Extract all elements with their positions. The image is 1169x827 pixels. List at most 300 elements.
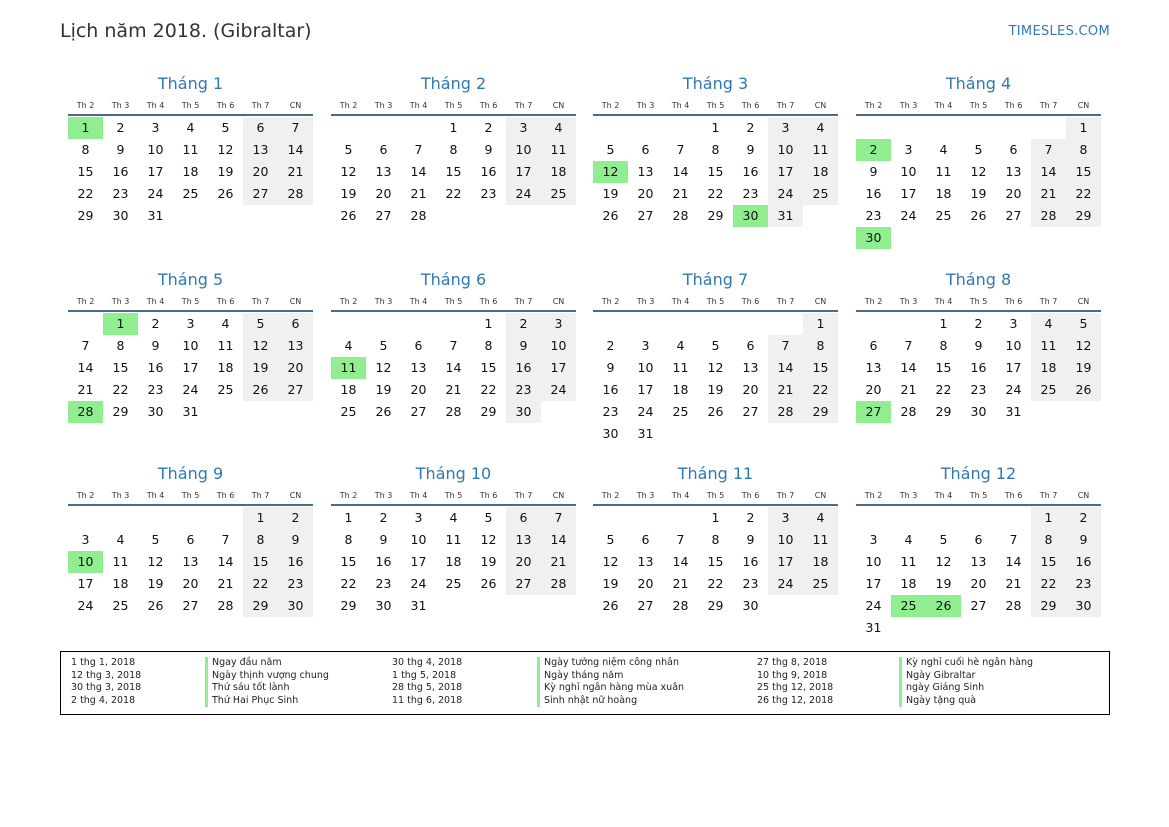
calendar-day: 25 [112, 598, 129, 613]
calendar-day: 3 [81, 532, 90, 547]
calendar-day: 13 [637, 164, 654, 179]
calendar-day: 23 [147, 382, 164, 397]
calendar-day: 25 [803, 573, 838, 595]
weekday-header [593, 100, 838, 116]
weekday-label: CN [289, 297, 302, 306]
empty-cell [856, 117, 891, 139]
calendar-day: 21 [900, 382, 917, 397]
empty-cell [68, 507, 103, 529]
weekday-label: Th 3 [899, 297, 918, 306]
weekday-label: Th 6 [216, 297, 235, 306]
calendar-day: 25 [217, 382, 234, 397]
calendar-day: 18 [112, 576, 129, 591]
calendar-day: 11 [935, 164, 952, 179]
calendar-day: 20 [410, 382, 427, 397]
weekday-label: CN [814, 101, 827, 110]
calendar-day: 12 [243, 335, 278, 357]
calendar-day: 23 [602, 404, 619, 419]
month-title: Tháng 5 [157, 270, 224, 289]
calendar-day: 3 [641, 338, 650, 353]
calendar-day: 16 [742, 554, 759, 569]
calendar-day: 4 [803, 117, 838, 139]
weekday-label: Th 4 [671, 101, 690, 110]
empty-cell [68, 313, 103, 335]
empty-cell [961, 117, 996, 139]
month-block [68, 74, 313, 227]
calendar-day: 8 [1031, 529, 1066, 551]
weekday-label: Th 2 [339, 297, 358, 306]
calendar-day: 16 [147, 360, 164, 375]
calendar-day: 31 [182, 404, 199, 419]
holiday-day: 11 [331, 357, 366, 379]
calendar-day: 4 [803, 507, 838, 529]
calendar-day: 7 [278, 117, 313, 139]
calendar-day: 5 [606, 142, 615, 157]
calendar-day: 17 [637, 382, 654, 397]
calendar-day: 1 [484, 316, 493, 331]
weekday-label: Th 6 [479, 101, 498, 110]
calendar-day: 28 [410, 208, 427, 223]
calendar-day: 3 [1009, 316, 1018, 331]
calendar-day: 18 [1031, 357, 1066, 379]
empty-cell [961, 507, 996, 529]
calendar-day: 24 [1005, 382, 1022, 397]
legend-holiday-name: Ngay đầu năm [212, 657, 282, 668]
calendar-day: 25 [541, 183, 576, 205]
calendar-day: 6 [641, 142, 650, 157]
calendar-day: 7 [221, 532, 230, 547]
empty-cell [173, 507, 208, 529]
calendar-day: 11 [112, 554, 129, 569]
weekday-header [68, 296, 313, 312]
calendar-day: 29 [77, 208, 94, 223]
legend-holiday-name: Thứ sáu tốt lành [212, 682, 290, 694]
month-title: Tháng 2 [420, 74, 487, 93]
empty-cell [628, 313, 663, 335]
holiday-day: 1 [68, 117, 103, 139]
calendar-day: 18 [182, 164, 199, 179]
day-grid [68, 507, 313, 617]
calendar-day: 7 [904, 338, 913, 353]
calendar-day: 19 [602, 576, 619, 591]
weekday-label: CN [814, 491, 827, 500]
calendar-day: 8 [449, 142, 458, 157]
weekday-label: Th 5 [181, 297, 200, 306]
holiday-day: 27 [856, 401, 891, 423]
calendar-day: 31 [1005, 404, 1022, 419]
month-block [331, 270, 576, 423]
weekday-label: Th 6 [741, 101, 760, 110]
calendar-day: 21 [77, 382, 94, 397]
month-title: Tháng 9 [157, 464, 224, 483]
calendar-day: 9 [746, 532, 755, 547]
holiday-day: 1 [103, 313, 138, 335]
calendar-day: 13 [970, 554, 987, 569]
calendar-day: 8 [344, 532, 353, 547]
weekday-label: Th 5 [444, 101, 463, 110]
calendar-day: 19 [970, 186, 987, 201]
calendar-day: 3 [768, 117, 803, 139]
empty-cell [593, 117, 628, 139]
weekday-label: Th 2 [864, 491, 883, 500]
empty-cell [856, 507, 891, 529]
calendar-day: 12 [340, 164, 357, 179]
calendar-day: 24 [77, 598, 94, 613]
calendar-day: 28 [672, 598, 689, 613]
empty-cell [856, 313, 891, 335]
weekday-header [68, 100, 313, 116]
empty-cell [628, 507, 663, 529]
empty-cell [1031, 117, 1066, 139]
calendar-day: 23 [970, 382, 987, 397]
calendar-day: 3 [414, 510, 423, 525]
calendar-day: 27 [182, 598, 199, 613]
calendar-day: 23 [506, 379, 541, 401]
weekday-label: Th 6 [216, 491, 235, 500]
calendar-day: 2 [278, 507, 313, 529]
holiday-day: 30 [733, 205, 768, 227]
day-grid [68, 117, 313, 227]
calendar-day: 19 [147, 576, 164, 591]
month-title: Tháng 7 [682, 270, 749, 289]
calendar-day: 5 [221, 120, 230, 135]
weekday-label: Th 4 [934, 491, 953, 500]
legend-date: 10 thg 9, 2018 [757, 669, 828, 681]
calendar-day: 12 [970, 164, 987, 179]
calendar-day: 26 [1066, 379, 1101, 401]
calendar-day: 4 [344, 338, 353, 353]
calendar-day: 25 [935, 208, 952, 223]
weekday-label: Th 7 [251, 491, 270, 500]
weekday-label: Th 7 [776, 491, 795, 500]
holiday-day: 25 [891, 595, 926, 617]
weekday-label: Th 5 [969, 491, 988, 500]
calendar-day: 27 [410, 404, 427, 419]
calendar-day: 30 [742, 598, 759, 613]
weekday-label: Th 6 [479, 491, 498, 500]
calendar-day: 15 [935, 360, 952, 375]
calendar-day: 15 [707, 554, 724, 569]
calendar-day: 1 [1066, 117, 1101, 139]
legend-date: 11 thg 6, 2018 [392, 694, 463, 706]
calendar-day: 17 [77, 576, 94, 591]
month-title: Tháng 11 [677, 464, 754, 483]
empty-cell [663, 313, 698, 335]
weekday-label: Th 3 [111, 491, 130, 500]
calendar-day: 18 [803, 551, 838, 573]
month-block [593, 270, 838, 445]
calendar-day: 25 [182, 186, 199, 201]
calendar-day: 22 [480, 382, 497, 397]
legend-holiday-name: Ngày thịnh vượng chung [212, 669, 329, 681]
weekday-label: Th 5 [181, 491, 200, 500]
calendar-day: 24 [768, 573, 803, 595]
calendar-day: 16 [970, 360, 987, 375]
calendar-day: 27 [278, 379, 313, 401]
calendar-day: 10 [768, 529, 803, 551]
calendar-day: 15 [77, 164, 94, 179]
empty-cell [926, 507, 961, 529]
calendar-day: 29 [707, 208, 724, 223]
weekday-label: Th 6 [216, 101, 235, 110]
calendar-day: 18 [900, 576, 917, 591]
calendar-day: 26 [243, 379, 278, 401]
calendar-day: 8 [243, 529, 278, 551]
weekday-label: Th 7 [514, 491, 533, 500]
calendar-day: 9 [869, 164, 878, 179]
calendar-day: 6 [1009, 142, 1018, 157]
calendar-day: 12 [707, 360, 724, 375]
calendar-day: 27 [1005, 208, 1022, 223]
calendar-day: 11 [541, 139, 576, 161]
page-title: Lịch năm 2018. (Gibraltar) [60, 20, 312, 42]
calendar-day: 10 [410, 532, 427, 547]
calendar-day: 22 [77, 186, 94, 201]
weekday-label: Th 7 [251, 101, 270, 110]
calendar-day: 20 [243, 161, 278, 183]
weekday-label: Th 3 [111, 297, 130, 306]
calendar-day: 30 [278, 595, 313, 617]
calendar-day: 17 [541, 357, 576, 379]
month-block [331, 464, 576, 617]
calendar-day: 20 [865, 382, 882, 397]
calendar-day: 9 [746, 142, 755, 157]
day-grid [68, 313, 313, 423]
legend-holiday-name: Sinh nhật nữ hoàng [544, 694, 638, 706]
holiday-day: 10 [68, 551, 103, 573]
calendar-day: 5 [939, 532, 948, 547]
holiday-legend [60, 651, 1110, 715]
day-grid [593, 117, 838, 227]
weekday-label: Th 7 [1039, 297, 1058, 306]
legend-date: 12 thg 3, 2018 [71, 669, 142, 681]
calendar-day: 23 [480, 186, 497, 201]
empty-cell [891, 507, 926, 529]
month-title: Tháng 1 [157, 74, 224, 93]
calendar-day: 23 [278, 573, 313, 595]
calendar-day: 2 [116, 120, 125, 135]
legend-date: 30 thg 3, 2018 [71, 682, 142, 694]
legend-holiday-name: Kỳ nghỉ cuối hè ngân hàng [906, 657, 1034, 668]
legend-holiday-name: Ngày tặng quà [906, 694, 977, 706]
calendar-day: 10 [637, 360, 654, 375]
legend-date: 26 thg 12, 2018 [757, 694, 834, 706]
weekday-header [331, 490, 576, 506]
calendar-day: 14 [672, 554, 689, 569]
weekday-header [856, 490, 1101, 506]
calendar-day: 9 [278, 529, 313, 551]
weekday-label: Th 7 [1039, 491, 1058, 500]
calendar-day: 1 [711, 120, 720, 135]
calendar-day: 21 [278, 161, 313, 183]
brand-link[interactable]: TIMESLES.COM [1008, 24, 1110, 39]
calendar-day: 26 [602, 208, 619, 223]
calendar-day: 14 [217, 554, 234, 569]
legend-names [205, 657, 329, 707]
empty-cell [436, 313, 471, 335]
calendar-day: 5 [151, 532, 160, 547]
calendar-day: 29 [935, 404, 952, 419]
month-block [856, 270, 1101, 423]
legend-date: 28 thg 5, 2018 [392, 682, 463, 694]
calendar-day: 24 [506, 183, 541, 205]
month-title: Tháng 8 [945, 270, 1012, 289]
calendar-day: 9 [151, 338, 160, 353]
calendar-day: 19 [375, 382, 392, 397]
calendar-day: 7 [81, 338, 90, 353]
calendar-day: 13 [410, 360, 427, 375]
weekday-label: Th 7 [514, 297, 533, 306]
calendar-day: 18 [935, 186, 952, 201]
calendar-day: 16 [480, 164, 497, 179]
weekday-label: Th 6 [1004, 101, 1023, 110]
calendar-day: 10 [147, 142, 164, 157]
calendar-day: 6 [869, 338, 878, 353]
legend-names [537, 657, 684, 707]
legend-date: 27 thg 8, 2018 [757, 657, 828, 668]
calendar-day: 29 [1066, 205, 1101, 227]
weekday-label: Th 3 [899, 101, 918, 110]
calendar-day: 30 [112, 208, 129, 223]
empty-cell [663, 117, 698, 139]
weekday-label: Th 4 [409, 491, 428, 500]
calendar-day: 5 [484, 510, 493, 525]
calendar-day: 17 [900, 186, 917, 201]
weekday-label: Th 7 [776, 297, 795, 306]
calendar-day: 26 [375, 404, 392, 419]
calendar-day: 17 [506, 161, 541, 183]
calendar-day: 13 [243, 139, 278, 161]
calendar-day: 10 [900, 164, 917, 179]
calendar-day: 17 [768, 551, 803, 573]
calendar-day: 3 [151, 120, 160, 135]
weekday-label: Th 4 [671, 491, 690, 500]
calendar-day: 20 [742, 382, 759, 397]
weekday-label: Th 4 [934, 101, 953, 110]
calendar-day: 9 [1066, 529, 1101, 551]
calendar-day: 24 [410, 576, 427, 591]
calendar-day: 26 [707, 404, 724, 419]
weekday-label: Th 2 [601, 491, 620, 500]
month-block [68, 464, 313, 617]
calendar-day: 12 [602, 554, 619, 569]
calendar-day: 31 [637, 426, 654, 441]
calendar-day: 21 [768, 379, 803, 401]
legend-holiday-name: Thứ Hai Phục Sinh [212, 694, 299, 706]
calendar-day: 26 [970, 208, 987, 223]
calendar-day: 25 [445, 576, 462, 591]
calendar-day: 26 [217, 186, 234, 201]
calendar-day: 10 [768, 139, 803, 161]
weekday-label: Th 4 [146, 491, 165, 500]
calendar-day: 4 [116, 532, 125, 547]
legend-dates [757, 657, 833, 707]
calendar-day: 31 [768, 205, 803, 227]
calendar-day: 6 [414, 338, 423, 353]
calendar-day: 3 [541, 313, 576, 335]
calendar-day: 9 [379, 532, 388, 547]
calendar-day: 30 [147, 404, 164, 419]
weekday-label: Th 4 [146, 101, 165, 110]
calendar-day: 28 [445, 404, 462, 419]
day-grid [856, 117, 1101, 249]
calendar-day: 8 [1066, 139, 1101, 161]
weekday-label: CN [289, 491, 302, 500]
weekday-label: Th 3 [636, 297, 655, 306]
weekday-label: Th 4 [671, 297, 690, 306]
calendar-day: 2 [379, 510, 388, 525]
calendar-day: 10 [182, 338, 199, 353]
calendar-day: 11 [900, 554, 917, 569]
calendar-day: 22 [340, 576, 357, 591]
calendar-day: 31 [410, 598, 427, 613]
calendar-day: 11 [217, 338, 234, 353]
month-block [593, 464, 838, 617]
calendar-day: 5 [606, 532, 615, 547]
calendar-day: 13 [1005, 164, 1022, 179]
day-grid [856, 507, 1101, 639]
calendar-day: 13 [506, 529, 541, 551]
empty-cell [593, 507, 628, 529]
calendar-day: 6 [243, 117, 278, 139]
calendar-day: 19 [217, 164, 234, 179]
calendar-day: 27 [637, 208, 654, 223]
empty-cell [628, 117, 663, 139]
calendar-day: 4 [939, 142, 948, 157]
weekday-label: Th 2 [339, 491, 358, 500]
calendar-day: 19 [707, 382, 724, 397]
weekday-label: CN [1077, 491, 1090, 500]
calendar-day: 1 [449, 120, 458, 135]
calendar-day: 27 [375, 208, 392, 223]
calendar-day: 5 [344, 142, 353, 157]
weekday-label: Th 3 [636, 491, 655, 500]
calendar-day: 15 [340, 554, 357, 569]
calendar-day: 27 [506, 573, 541, 595]
weekday-label: Th 2 [76, 101, 95, 110]
month-title: Tháng 6 [420, 270, 487, 289]
legend-date: 2 thg 4, 2018 [71, 694, 136, 706]
weekday-label: Th 2 [864, 297, 883, 306]
empty-cell [891, 313, 926, 335]
weekday-label: Th 3 [899, 491, 918, 500]
calendar-day: 7 [1009, 532, 1018, 547]
calendar-day: 23 [375, 576, 392, 591]
month-title: Tháng 10 [415, 464, 492, 483]
calendar-day: 21 [410, 186, 427, 201]
calendar-day: 14 [672, 164, 689, 179]
calendar-day: 6 [974, 532, 983, 547]
calendar-day: 10 [506, 139, 541, 161]
calendar-day: 28 [278, 183, 313, 205]
month-block [856, 464, 1101, 639]
calendar-day: 16 [865, 186, 882, 201]
calendar-day: 11 [672, 360, 689, 375]
calendar-day: 21 [1031, 183, 1066, 205]
calendar-day: 16 [375, 554, 392, 569]
calendar-day: 17 [182, 360, 199, 375]
legend-dates [392, 657, 462, 707]
calendar-day: 24 [637, 404, 654, 419]
calendar-day: 5 [379, 338, 388, 353]
calendar-day: 14 [77, 360, 94, 375]
calendar-day: 19 [243, 357, 278, 379]
holiday-day: 28 [68, 401, 103, 423]
calendar-day: 20 [637, 576, 654, 591]
calendar-day: 12 [480, 532, 497, 547]
calendar-day: 15 [803, 357, 838, 379]
empty-cell [768, 313, 803, 335]
